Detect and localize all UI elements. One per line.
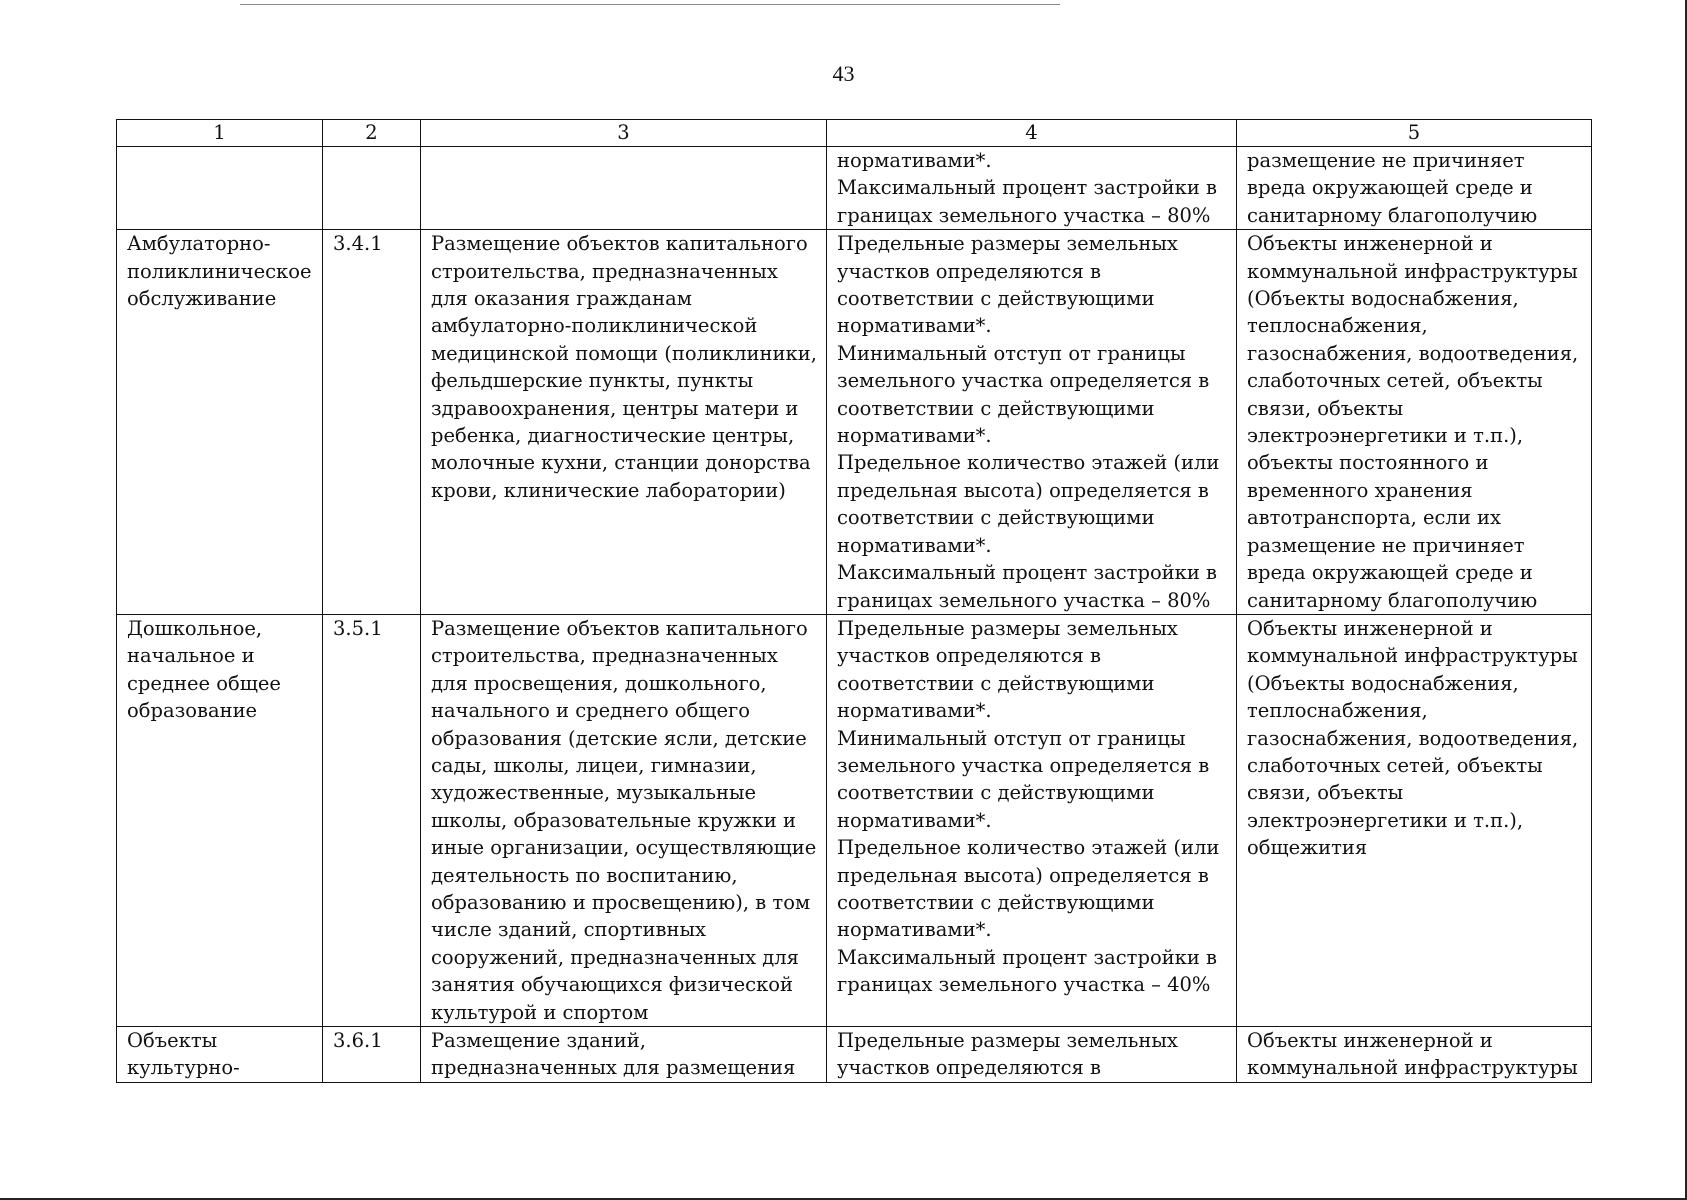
cell-auxiliary-uses: [1237, 1027, 1592, 1083]
table-row-3-6-1: [117, 1027, 1592, 1083]
cell-use-description: Размещение объектов капитального строительства, предназначенных для оказания гражданам амбулаторно-поликлинической медицинской помощи (поликлиники, фельдшерские пункты, пункты здравоохранения, центры матери и ребенка, диагностические центры, молочные кухни, станции донорства крови, клинические лаборатории): [421, 230, 827, 615]
cell-auxiliary-uses: Объекты инженерной и коммунальной инфраструктуры (Объекты водоснабжения, теплоснабжения, газоснабжения, водоотведения, слаботочных сетей, объекты связи, объекты электроэнергетики и т.п.), объекты постоянного и временного хранения автотранспорта, если их размещение не причиняет вреда окружающей среде и санитарному благополучию: [1237, 230, 1592, 615]
cell-text: Размещение зданий, предназначенных для размещения: [431, 1029, 796, 1080]
table-row-continuation: [117, 147, 1592, 230]
table-row-3-5-1: [117, 614, 1592, 1026]
land-use-table: [116, 119, 1592, 1083]
column-header-3: 3: [421, 120, 827, 147]
cell-use-description: [421, 147, 827, 230]
cell-parameters: [827, 1027, 1237, 1083]
cell-use-code: [323, 1027, 421, 1083]
cell-use-code: [323, 147, 421, 230]
cell-text: 3.6.1: [333, 1029, 383, 1052]
cell-text: Предельные размеры земельных участков определяются в: [837, 1029, 1178, 1080]
cell-auxiliary-uses: размещение не причиняет вреда окружающей среде и санитарному благополучию: [1237, 147, 1592, 230]
column-header-4: 4: [827, 120, 1237, 147]
cell-use-description: Размещение объектов капитального строительства, предназначенных для просвещения, дошкольного, начального и среднего общего образования (детские ясли, детские сады, школы, лицеи, гимназии, художественные, музыкальные школы, образовательные кружки и иные организации, осуществляющие деятельность по воспитанию, образованию и просвещению), в том числе зданий, спортивных сооружений, предназначенных для занятия обучающихся физической культурой и спортом: [421, 614, 827, 1026]
cell-use-code: 3.5.1: [323, 614, 421, 1026]
cell-use-code: 3.4.1: [323, 230, 421, 615]
column-header-2: 2: [323, 120, 421, 147]
cell-parameters: Предельные размеры земельных участков определяются в соответствии с действующими нормативами*. Минимальный отступ от границы земельного участка определяется в соответствии с действующими нормативами*. Предельное количество этажей (или предельная высота) определяется в соответствии с действующими нормативами*. Максимальный процент застройки в границах земельного участка – 80%: [827, 230, 1237, 615]
column-header-1: 1: [117, 120, 323, 147]
scan-edge-line: [240, 4, 1060, 5]
cell-text: Объекты культурно-: [127, 1029, 240, 1080]
cell-use-name: Дошкольное, начальное и среднее общее образование: [117, 614, 323, 1026]
cell-use-description: [421, 1027, 827, 1083]
cell-use-name: [117, 1027, 323, 1083]
cell-use-name: [117, 147, 323, 230]
table-row-3-4-1: [117, 230, 1592, 615]
column-header-5: 5: [1237, 120, 1592, 147]
cell-auxiliary-uses: Объекты инженерной и коммунальной инфраструктуры (Объекты водоснабжения, теплоснабжения, газоснабжения, водоотведения, слаботочных сетей, объекты связи, объекты электроэнергетики и т.п.), общежития: [1237, 614, 1592, 1026]
cell-use-name: Амбулаторно-поликлиническое обслуживание: [117, 230, 323, 615]
cell-parameters: нормативами*. Максимальный процент застройки в границах земельного участка – 80%: [827, 147, 1237, 230]
cell-text: Объекты инженерной и коммунальной инфраструктуры: [1247, 1029, 1578, 1080]
table-header-row: [117, 120, 1592, 147]
cell-parameters: Предельные размеры земельных участков определяются в соответствии с действующими нормативами*. Минимальный отступ от границы земельного участка определяется в соответствии с действующими нормативами*. Предельное количество этажей (или предельная высота) определяется в соответствии с действующими нормативами*. Максимальный процент застройки в границах земельного участка – 40%: [827, 614, 1237, 1026]
page-number: 43: [832, 61, 855, 86]
